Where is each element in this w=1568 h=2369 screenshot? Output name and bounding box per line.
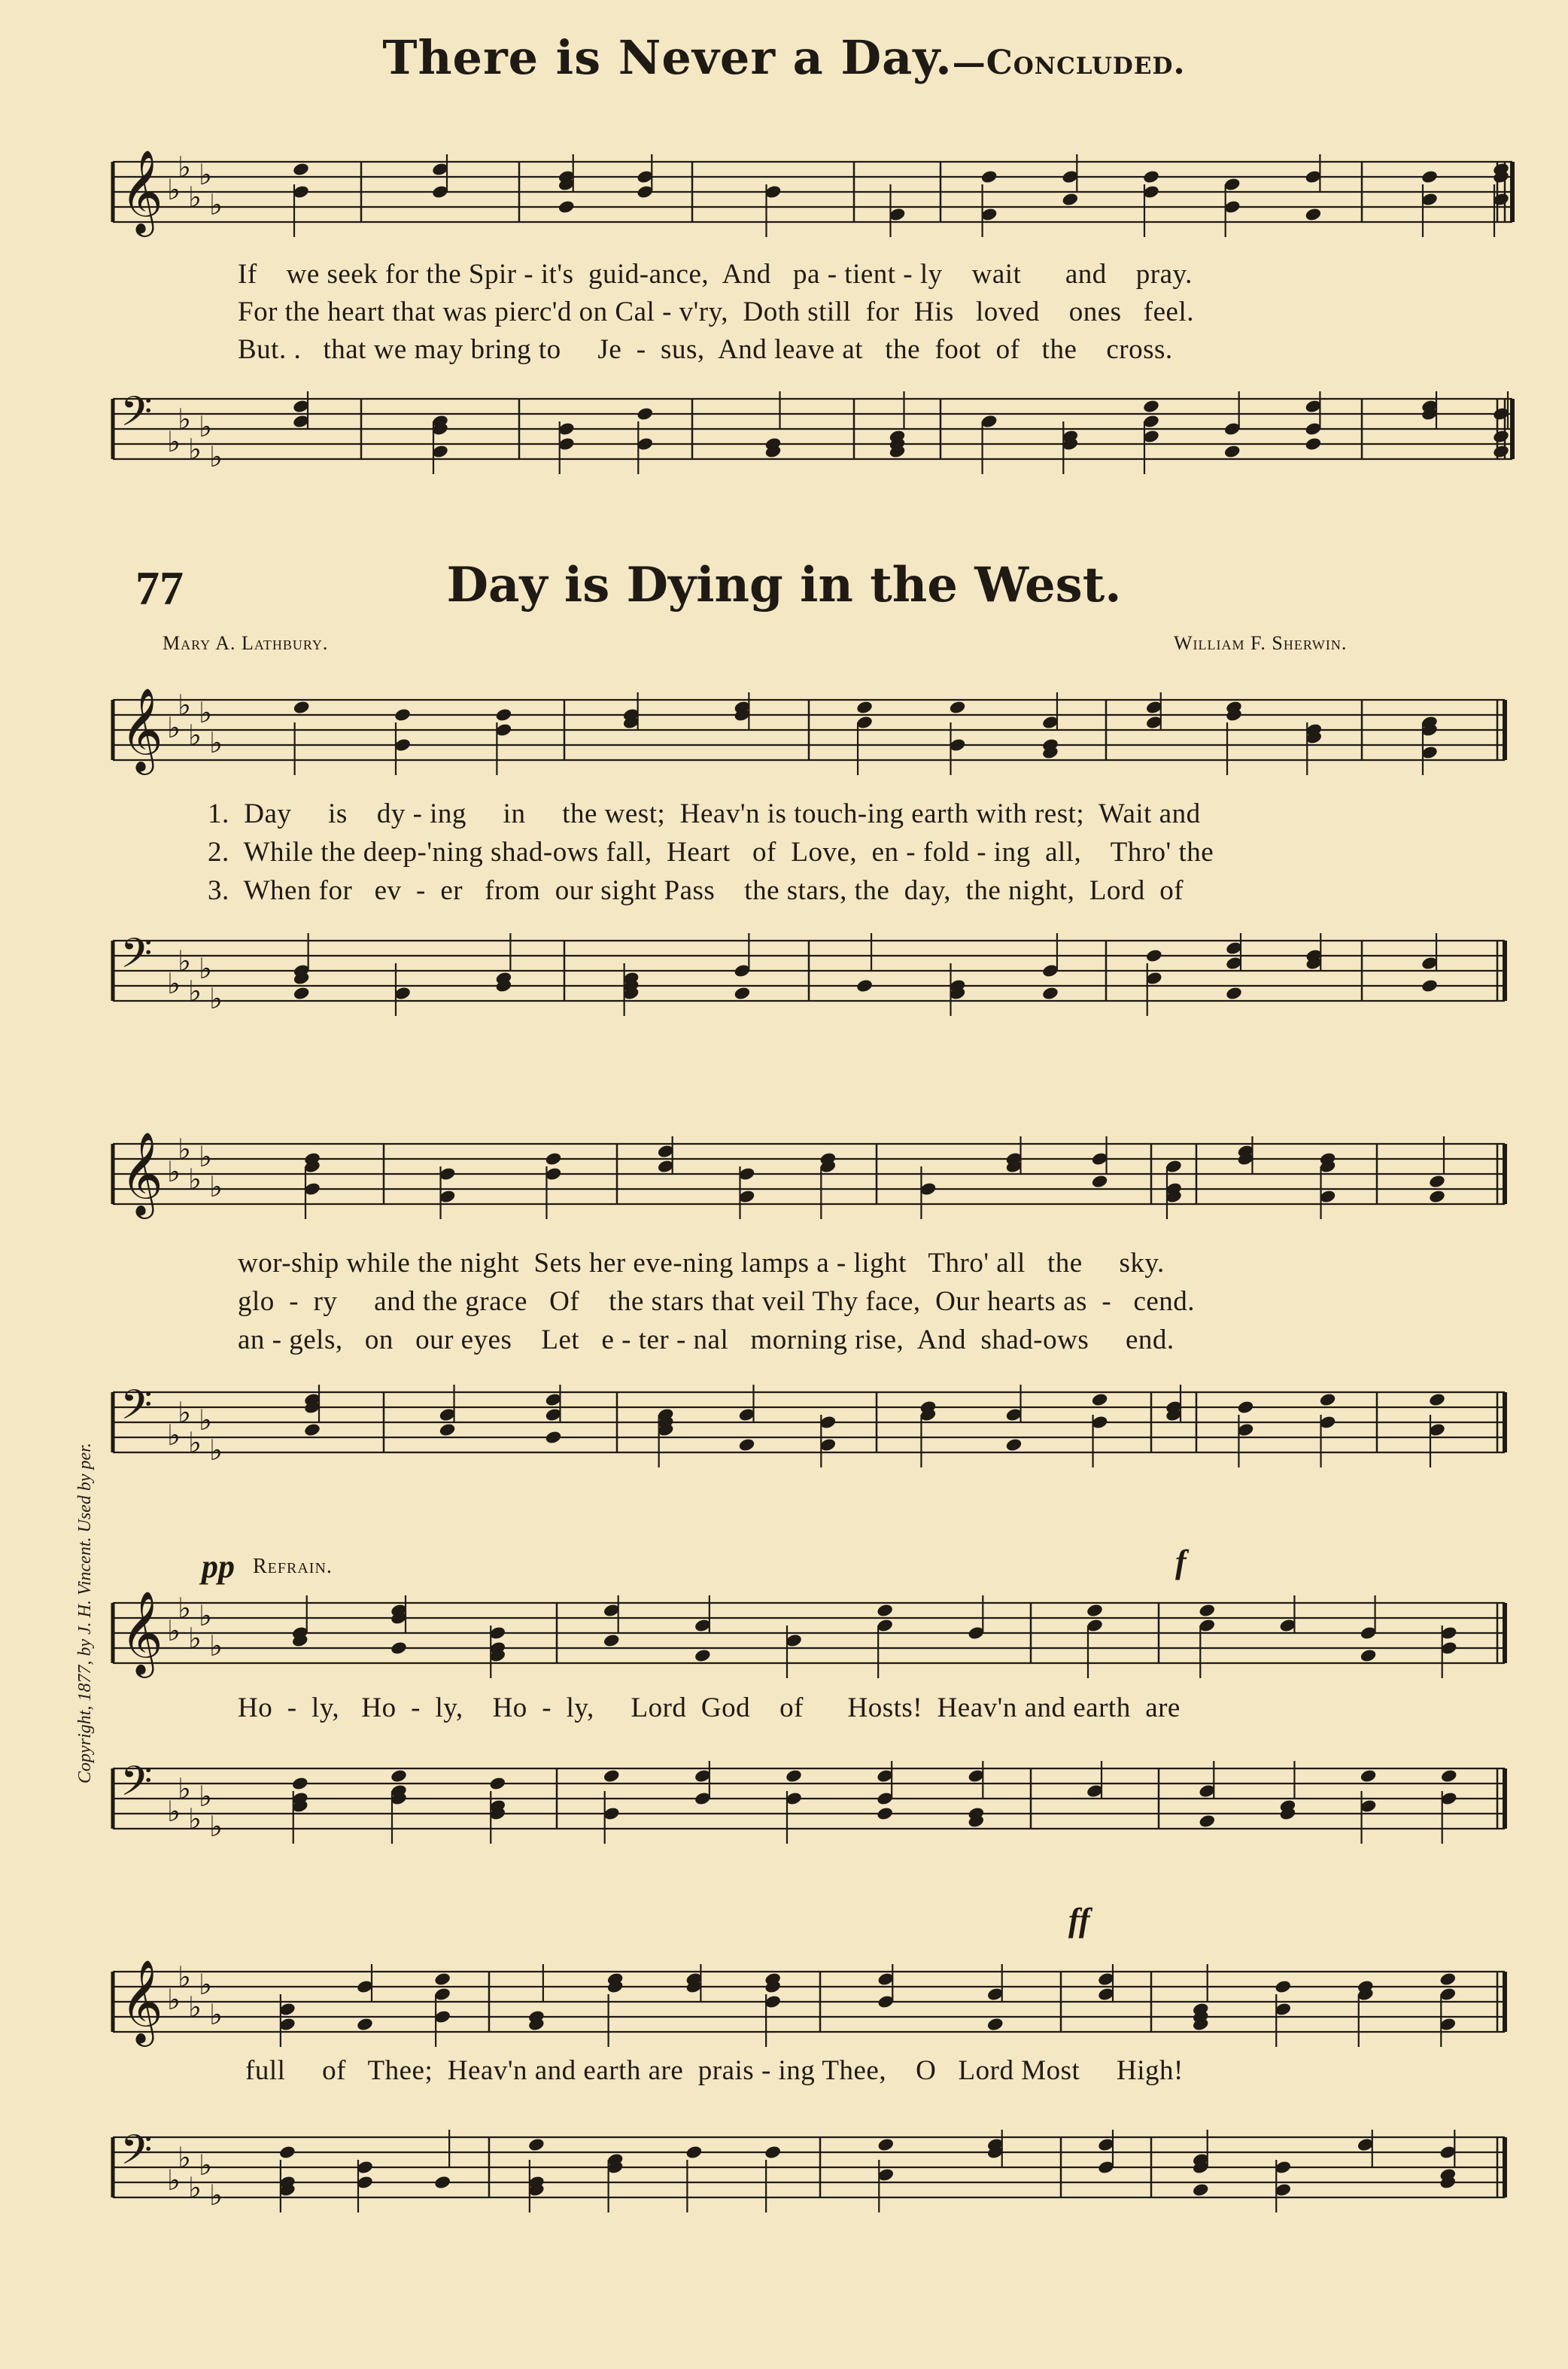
lyric-line: Ho - ly, Ho - ly, Ho - ly, Lord God of Hosts! Heav'n and earth are <box>238 1692 1181 1723</box>
flat-icon: ♭ <box>188 1163 202 1196</box>
note-head <box>1091 1174 1109 1189</box>
refrain-label: Refrain. <box>253 1555 333 1578</box>
lyric-line: But. . that we may bring to Je - sus, And leave at the foot of the cross. <box>238 334 1173 365</box>
note-head <box>636 406 654 421</box>
note-head <box>1360 1768 1378 1784</box>
note-head <box>1305 207 1323 222</box>
flat-icon: ♭ <box>188 1802 202 1835</box>
note-head <box>390 1641 408 1656</box>
flat-icon: ♭ <box>209 1998 223 2031</box>
note-head <box>394 707 412 722</box>
flat-icon: ♭ <box>178 1133 191 1166</box>
system-4-bass-staff <box>0 1738 1568 1889</box>
note-head <box>855 700 874 715</box>
hymn-composer: William F. Sherwin. <box>1174 632 1348 654</box>
note-head <box>293 700 311 715</box>
note-head <box>855 978 874 993</box>
note-head <box>1198 1603 1216 1618</box>
hymn-title: Day is Dying in the West. <box>446 557 1122 613</box>
treble-clef-icon: 𝄞 <box>120 687 163 771</box>
note-head <box>1225 986 1243 1001</box>
system-5-bass-staff <box>0 2107 1568 2258</box>
flat-icon: ♭ <box>167 1155 181 1188</box>
note-head <box>1145 948 1163 963</box>
treble-clef-icon: 𝄞 <box>120 1590 163 1674</box>
note-head <box>738 1437 756 1452</box>
bass-clef-icon: 𝄢 <box>120 388 153 446</box>
note-head <box>433 1972 451 1987</box>
note-head <box>1360 1648 1378 1663</box>
note-head <box>439 1422 457 1437</box>
note-head <box>545 1151 563 1166</box>
flat-icon: ♭ <box>188 2171 202 2204</box>
note-head <box>876 1806 894 1821</box>
page-header <box>0 30 1568 85</box>
treble-clef-icon: 𝄞 <box>120 1959 163 2043</box>
system-2-bass-staff <box>0 911 1568 1054</box>
flat-icon: ♭ <box>178 403 191 436</box>
flat-icon: ♭ <box>209 2179 223 2212</box>
note-head <box>1428 1189 1446 1204</box>
note-head <box>527 2137 545 2152</box>
system-1-treble-staff <box>0 132 1568 245</box>
bass-clef-icon: 𝄢 <box>120 929 153 987</box>
note-head <box>1492 444 1510 459</box>
flat-icon: ♭ <box>178 1592 191 1625</box>
lyric-line: For the heart that was pierc'd on Cal - v'ry, Doth still for His loved ones feel. <box>238 297 1194 327</box>
flat-icon: ♭ <box>178 2141 191 2174</box>
flat-icon: ♭ <box>209 1629 223 1662</box>
note-head <box>1086 1603 1104 1618</box>
note-head <box>356 2017 374 2032</box>
system-3-treble-staff <box>0 1114 1568 1249</box>
flat-icon: ♭ <box>167 967 181 1000</box>
note-head <box>545 1430 563 1445</box>
note-head <box>433 2175 451 2190</box>
flat-icon: ♭ <box>167 173 181 206</box>
lyric-line: If we seek for the Spir - it's guid-ance, And pa - tient - ly wait and pray. <box>238 259 1193 290</box>
bass-clef-icon: 𝄢 <box>120 2126 153 2184</box>
note-head <box>1091 1392 1109 1407</box>
note-head <box>1421 169 1439 184</box>
note-head <box>785 1768 803 1784</box>
note-head <box>278 2145 296 2160</box>
note-head <box>1319 1392 1337 1407</box>
flat-icon: ♭ <box>199 158 212 191</box>
dynamic-f: f <box>1175 1543 1187 1580</box>
note-head <box>980 169 998 184</box>
flat-icon: ♭ <box>209 1434 223 1467</box>
note-head <box>876 1603 894 1618</box>
note-head <box>949 700 967 715</box>
copyright-notice: Copyright, 1877, by J. H. Vincent. Used by per. <box>75 1443 95 1784</box>
flat-icon: ♭ <box>178 689 191 722</box>
lyric-line: an - gels, on our eyes Let e - ter - nal morning rise, And shad-ows end. <box>238 1324 1174 1355</box>
note-head <box>1492 429 1510 444</box>
flat-icon: ♭ <box>199 952 212 985</box>
flat-icon: ♭ <box>167 425 181 458</box>
flat-icon: ♭ <box>199 1599 212 1632</box>
flat-icon: ♭ <box>188 1990 202 2024</box>
note-head <box>877 2137 895 2152</box>
flat-icon: ♭ <box>199 2149 212 2182</box>
flat-icon: ♭ <box>199 1140 212 1173</box>
treble-clef-icon: 𝄞 <box>120 1131 163 1215</box>
note-head <box>986 2017 1004 2032</box>
flat-icon: ♭ <box>188 433 202 466</box>
note-head <box>293 986 311 1001</box>
note-head <box>1142 399 1160 414</box>
lyric-line: glo - ry and the grace Of the stars that veil Thy face, Our hearts as - cend. <box>238 1286 1196 1317</box>
flat-icon: ♭ <box>199 1780 212 1813</box>
note-head <box>1005 1437 1023 1452</box>
note-head <box>1428 1392 1446 1407</box>
system-3-bass-staff <box>0 1362 1568 1513</box>
hymn-number: 77 <box>135 561 184 615</box>
system-4-treble-staff <box>0 1573 1568 1708</box>
flat-icon: ♭ <box>209 726 223 759</box>
note-head <box>291 1776 309 1791</box>
hymn-author: Mary A. Lathbury. <box>163 632 329 654</box>
system-1-bass-staff <box>0 369 1568 512</box>
bass-clef-icon: 𝄢 <box>120 1757 153 1815</box>
flat-icon: ♭ <box>178 1772 191 1805</box>
note-head <box>1439 1972 1457 1987</box>
note-head <box>1062 192 1080 207</box>
note-head <box>292 162 310 177</box>
flat-icon: ♭ <box>188 1622 202 1655</box>
flat-icon: ♭ <box>167 2164 181 2197</box>
note-head <box>1192 2182 1210 2197</box>
flat-icon: ♭ <box>178 1960 191 1993</box>
dynamic-ff: ff <box>1068 1902 1090 1939</box>
note-head <box>390 1768 408 1784</box>
flat-icon: ♭ <box>167 711 181 744</box>
flat-icon: ♭ <box>209 440 223 473</box>
lyric-line: 1. Day is dy - ing in the west; Heav'n is touch-ing earth with rest; Wait and <box>208 798 1201 829</box>
note-head <box>488 1776 506 1791</box>
flat-icon: ♭ <box>188 1426 202 1459</box>
note-head <box>764 2145 782 2160</box>
flat-icon: ♭ <box>188 181 202 214</box>
lyric-line: full of Thee; Heav'n and earth are prais - ing Thee, O Lord Most High! <box>245 2055 1184 2086</box>
lyric-line: 2. While the deep-'ning shad-ows fall, Heart of Love, en - fold - ing all, Thro' the <box>208 837 1214 868</box>
treble-clef-icon: 𝄞 <box>120 149 163 233</box>
system-2-treble-staff <box>0 670 1568 805</box>
flat-icon: ♭ <box>209 982 223 1015</box>
flat-icon: ♭ <box>209 1810 223 1843</box>
lyric-line: 3. When for ev - er from our sight Pass the stars, the day, the night, Lord of <box>208 875 1184 906</box>
note-head <box>603 1633 621 1648</box>
flat-icon: ♭ <box>199 696 212 729</box>
note-head <box>1305 436 1323 452</box>
flat-icon: ♭ <box>188 719 202 752</box>
note-head <box>603 1768 621 1784</box>
note-head <box>558 199 576 214</box>
note-head <box>1428 1174 1446 1189</box>
note-head <box>1223 444 1241 459</box>
flat-icon: ♭ <box>209 188 223 221</box>
flat-icon: ♭ <box>167 1614 181 1647</box>
header-title: There is Never a Day. <box>382 30 953 85</box>
note-head <box>1041 986 1059 1001</box>
dynamic-pp: pp <box>202 1548 235 1585</box>
lyric-line: wor-ship while the night Sets her eve-ning lamps a - light Thro' all the sky. <box>238 1248 1165 1279</box>
note-head <box>1142 169 1160 184</box>
flat-icon: ♭ <box>167 1983 181 2016</box>
note-head <box>1274 1979 1292 1994</box>
flat-icon: ♭ <box>167 1419 181 1452</box>
note-head <box>1440 1768 1458 1784</box>
flat-icon: ♭ <box>199 1403 212 1437</box>
flat-icon: ♭ <box>209 1170 223 1203</box>
flat-icon: ♭ <box>188 975 202 1008</box>
note-head <box>303 1422 321 1437</box>
note-head <box>694 1648 712 1663</box>
note-head <box>1198 1814 1216 1829</box>
flat-icon: ♭ <box>167 1795 181 1828</box>
note-head <box>734 986 752 1001</box>
flat-icon: ♭ <box>178 944 191 978</box>
flat-icon: ♭ <box>178 1396 191 1429</box>
note-head <box>1237 1400 1255 1415</box>
bass-clef-icon: 𝄢 <box>120 1381 153 1439</box>
flat-icon: ♭ <box>199 1968 212 2001</box>
flat-icon: ♭ <box>199 410 212 443</box>
note-head <box>1421 978 1439 993</box>
header-suffix: —Concluded. <box>952 44 1186 82</box>
note-head <box>495 707 513 722</box>
flat-icon: ♭ <box>178 151 191 184</box>
note-head <box>685 2145 703 2160</box>
